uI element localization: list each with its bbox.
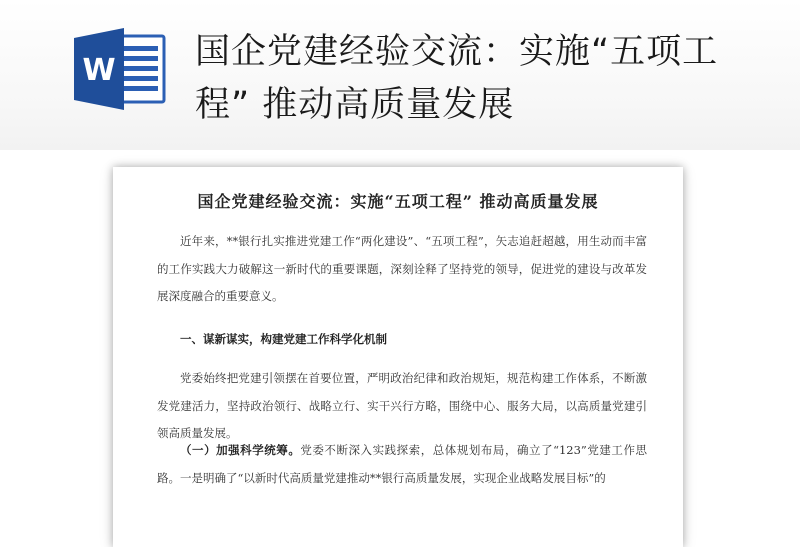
point-paragraph <box>157 437 647 492</box>
intro-paragraph: 近年来，**银行扎实推进党建工作“两化建设”、“五项工程”，矢志追赶超越，用生动而丰富的工作实践大力破解这一新时代的重要课题，深刻诠释了坚持党的领导，促进党的建设与改革发展深度融合的重要意义。 <box>157 234 647 303</box>
section-paragraph: 党委始终把党建引领摆在首要位置，严明政治纪律和政治规矩，规范构建工作体系，不断激发党建活力，坚持政治领行、战略立行、实干兴行方略，围绕中心、服务大局，以高质量党建引领高质量发展。 <box>157 371 647 440</box>
section-heading: 一、谋新谋实，构建党建工作科学化机制 <box>180 332 387 346</box>
word-icon <box>74 28 166 110</box>
document-title: 国企党建经验交流：实施“五项工程” 推动高质量发展 <box>197 192 599 211</box>
page-title: 国企党建经验交流：实施“五项工程” 推动高质量发展 <box>195 32 719 125</box>
word-logo-letter: W <box>82 53 116 88</box>
point-body: 党委不断深入实践探索，总体规划布局，确立了“123”党建工作思路。一是明确了“以新时代高质量党建推动**银行高质量发展，实现企业战略发展目标”的 <box>157 443 647 485</box>
point-lead: （一）加强科学统筹。 <box>180 443 301 457</box>
document-page <box>113 167 683 547</box>
